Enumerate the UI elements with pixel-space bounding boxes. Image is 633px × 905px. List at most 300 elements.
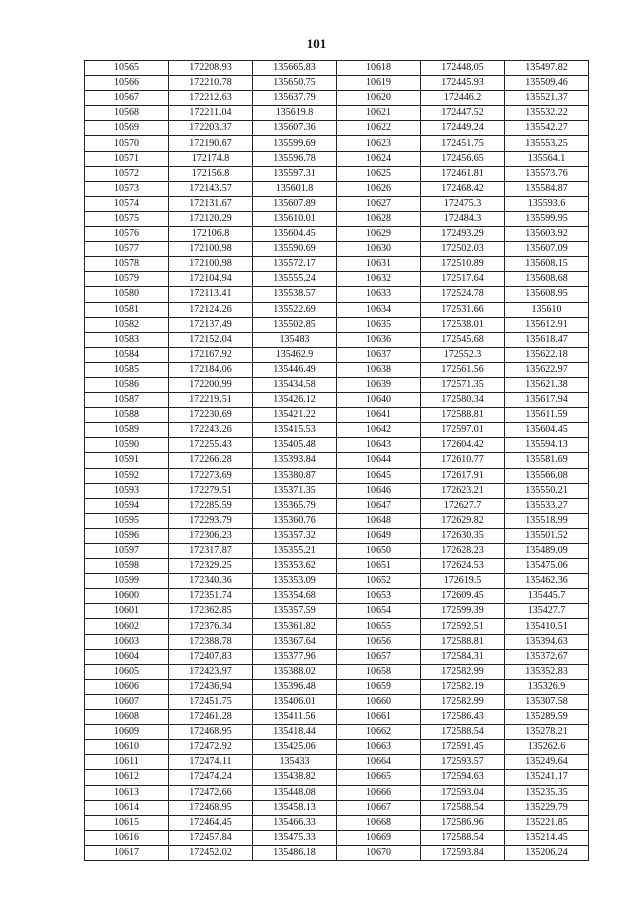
left-point-number-cell: 10576 xyxy=(85,227,169,242)
left-y-coordinate-cell: 135604.45 xyxy=(253,227,337,242)
left-x-coordinate-cell: 172184.06 xyxy=(169,362,253,377)
right-y-coordinate-cell: 135573.76 xyxy=(505,166,589,181)
right-x-coordinate-cell: 172588.54 xyxy=(421,800,505,815)
left-point-number-cell: 10587 xyxy=(85,393,169,408)
right-y-coordinate-cell: 135497.82 xyxy=(505,61,589,76)
right-x-coordinate-cell: 172531.66 xyxy=(421,302,505,317)
table-row xyxy=(85,589,589,604)
right-point-number-cell: 10649 xyxy=(337,528,421,543)
right-x-coordinate-cell: 172445.93 xyxy=(421,76,505,91)
left-y-coordinate-cell: 135572.17 xyxy=(253,257,337,272)
left-point-number-cell: 10570 xyxy=(85,136,169,151)
right-x-coordinate-cell: 172588.54 xyxy=(421,830,505,845)
left-y-coordinate-cell: 135421.22 xyxy=(253,408,337,423)
right-point-number-cell: 10667 xyxy=(337,800,421,815)
right-y-coordinate-cell: 135249.64 xyxy=(505,755,589,770)
right-point-number-cell: 10654 xyxy=(337,604,421,619)
left-y-coordinate-cell: 135415.53 xyxy=(253,423,337,438)
left-x-coordinate-cell: 172351.74 xyxy=(169,589,253,604)
table-row xyxy=(85,679,589,694)
table-row xyxy=(85,151,589,166)
coordinates-table xyxy=(84,60,589,861)
right-x-coordinate-cell: 172582.99 xyxy=(421,664,505,679)
left-point-number-cell: 10613 xyxy=(85,785,169,800)
right-point-number-cell: 10652 xyxy=(337,574,421,589)
left-point-number-cell: 10565 xyxy=(85,61,169,76)
right-y-coordinate-cell: 135352.83 xyxy=(505,664,589,679)
table-row xyxy=(85,332,589,347)
left-point-number-cell: 10614 xyxy=(85,800,169,815)
left-point-number-cell: 10595 xyxy=(85,513,169,528)
table-row xyxy=(85,91,589,106)
right-point-number-cell: 10628 xyxy=(337,211,421,226)
right-point-number-cell: 10648 xyxy=(337,513,421,528)
left-y-coordinate-cell: 135601.8 xyxy=(253,181,337,196)
left-y-coordinate-cell: 135599.69 xyxy=(253,136,337,151)
right-y-coordinate-cell: 135608.15 xyxy=(505,257,589,272)
left-x-coordinate-cell: 172329.25 xyxy=(169,559,253,574)
left-point-number-cell: 10600 xyxy=(85,589,169,604)
left-y-coordinate-cell: 135607.89 xyxy=(253,196,337,211)
table-row xyxy=(85,710,589,725)
left-point-number-cell: 10585 xyxy=(85,362,169,377)
table-row xyxy=(85,393,589,408)
right-point-number-cell: 10657 xyxy=(337,649,421,664)
left-y-coordinate-cell: 135411.56 xyxy=(253,710,337,725)
right-point-number-cell: 10665 xyxy=(337,770,421,785)
right-y-coordinate-cell: 135607.09 xyxy=(505,242,589,257)
table-row xyxy=(85,755,589,770)
right-x-coordinate-cell: 172468.42 xyxy=(421,181,505,196)
table-row xyxy=(85,830,589,845)
right-y-coordinate-cell: 135307.58 xyxy=(505,694,589,709)
right-x-coordinate-cell: 172449.24 xyxy=(421,121,505,136)
left-point-number-cell: 10594 xyxy=(85,498,169,513)
right-point-number-cell: 10644 xyxy=(337,453,421,468)
right-y-coordinate-cell: 135594.13 xyxy=(505,438,589,453)
left-y-coordinate-cell: 135475.33 xyxy=(253,830,337,845)
left-x-coordinate-cell: 172156.8 xyxy=(169,166,253,181)
left-y-coordinate-cell: 135597.31 xyxy=(253,166,337,181)
right-point-number-cell: 10631 xyxy=(337,257,421,272)
right-point-number-cell: 10638 xyxy=(337,362,421,377)
left-y-coordinate-cell: 135607.36 xyxy=(253,121,337,136)
right-x-coordinate-cell: 172571.35 xyxy=(421,377,505,392)
right-point-number-cell: 10645 xyxy=(337,468,421,483)
left-y-coordinate-cell: 135466.33 xyxy=(253,815,337,830)
left-y-coordinate-cell: 135418.44 xyxy=(253,725,337,740)
table-row xyxy=(85,815,589,830)
left-y-coordinate-cell: 135426.12 xyxy=(253,393,337,408)
left-point-number-cell: 10569 xyxy=(85,121,169,136)
right-y-coordinate-cell: 135618.47 xyxy=(505,332,589,347)
left-point-number-cell: 10609 xyxy=(85,725,169,740)
table-row xyxy=(85,740,589,755)
right-point-number-cell: 10640 xyxy=(337,393,421,408)
left-x-coordinate-cell: 172174.8 xyxy=(169,151,253,166)
table-row xyxy=(85,166,589,181)
left-point-number-cell: 10606 xyxy=(85,679,169,694)
left-y-coordinate-cell: 135425.06 xyxy=(253,740,337,755)
right-x-coordinate-cell: 172630.35 xyxy=(421,528,505,543)
table-row xyxy=(85,317,589,332)
right-x-coordinate-cell: 172627.7 xyxy=(421,498,505,513)
right-point-number-cell: 10658 xyxy=(337,664,421,679)
table-row xyxy=(85,800,589,815)
right-point-number-cell: 10639 xyxy=(337,377,421,392)
left-y-coordinate-cell: 135522.69 xyxy=(253,302,337,317)
left-x-coordinate-cell: 172451.75 xyxy=(169,694,253,709)
right-point-number-cell: 10655 xyxy=(337,619,421,634)
right-x-coordinate-cell: 172593.57 xyxy=(421,755,505,770)
right-point-number-cell: 10669 xyxy=(337,830,421,845)
left-y-coordinate-cell: 135360.76 xyxy=(253,513,337,528)
left-y-coordinate-cell: 135619.8 xyxy=(253,106,337,121)
right-point-number-cell: 10632 xyxy=(337,272,421,287)
right-x-coordinate-cell: 172586.96 xyxy=(421,815,505,830)
right-x-coordinate-cell: 172609.45 xyxy=(421,589,505,604)
left-point-number-cell: 10608 xyxy=(85,710,169,725)
left-x-coordinate-cell: 172461.28 xyxy=(169,710,253,725)
left-x-coordinate-cell: 172472.92 xyxy=(169,740,253,755)
left-point-number-cell: 10590 xyxy=(85,438,169,453)
left-y-coordinate-cell: 135458.13 xyxy=(253,800,337,815)
table-row xyxy=(85,694,589,709)
left-point-number-cell: 10573 xyxy=(85,181,169,196)
left-point-number-cell: 10601 xyxy=(85,604,169,619)
left-point-number-cell: 10597 xyxy=(85,544,169,559)
left-x-coordinate-cell: 172210.78 xyxy=(169,76,253,91)
right-y-coordinate-cell: 135518.99 xyxy=(505,513,589,528)
right-point-number-cell: 10642 xyxy=(337,423,421,438)
right-point-number-cell: 10647 xyxy=(337,498,421,513)
left-x-coordinate-cell: 172212.63 xyxy=(169,91,253,106)
left-point-number-cell: 10574 xyxy=(85,196,169,211)
right-y-coordinate-cell: 135581.69 xyxy=(505,453,589,468)
table-row xyxy=(85,770,589,785)
right-x-coordinate-cell: 172582.99 xyxy=(421,694,505,709)
table-row xyxy=(85,377,589,392)
right-point-number-cell: 10666 xyxy=(337,785,421,800)
table-row xyxy=(85,438,589,453)
left-y-coordinate-cell: 135354.68 xyxy=(253,589,337,604)
right-x-coordinate-cell: 172502.03 xyxy=(421,242,505,257)
left-x-coordinate-cell: 172279.51 xyxy=(169,483,253,498)
right-point-number-cell: 10641 xyxy=(337,408,421,423)
left-y-coordinate-cell: 135538.57 xyxy=(253,287,337,302)
left-x-coordinate-cell: 172137.49 xyxy=(169,317,253,332)
left-y-coordinate-cell: 135483 xyxy=(253,332,337,347)
left-point-number-cell: 10578 xyxy=(85,257,169,272)
right-point-number-cell: 10636 xyxy=(337,332,421,347)
coordinates-table-body xyxy=(85,61,589,861)
left-y-coordinate-cell: 135448.08 xyxy=(253,785,337,800)
right-y-coordinate-cell: 135622.97 xyxy=(505,362,589,377)
left-x-coordinate-cell: 172113.41 xyxy=(169,287,253,302)
left-y-coordinate-cell: 135406.01 xyxy=(253,694,337,709)
left-x-coordinate-cell: 172219.51 xyxy=(169,393,253,408)
left-y-coordinate-cell: 135380.87 xyxy=(253,468,337,483)
left-x-coordinate-cell: 172266.28 xyxy=(169,453,253,468)
left-x-coordinate-cell: 172388.78 xyxy=(169,634,253,649)
left-x-coordinate-cell: 172285.59 xyxy=(169,498,253,513)
right-point-number-cell: 10663 xyxy=(337,740,421,755)
left-y-coordinate-cell: 135357.59 xyxy=(253,604,337,619)
table-row xyxy=(85,136,589,151)
right-y-coordinate-cell: 135617.94 xyxy=(505,393,589,408)
right-y-coordinate-cell: 135611.59 xyxy=(505,408,589,423)
left-x-coordinate-cell: 172436.94 xyxy=(169,679,253,694)
left-point-number-cell: 10615 xyxy=(85,815,169,830)
left-y-coordinate-cell: 135446.49 xyxy=(253,362,337,377)
right-y-coordinate-cell: 135608.95 xyxy=(505,287,589,302)
right-y-coordinate-cell: 135533.27 xyxy=(505,498,589,513)
table-row xyxy=(85,287,589,302)
right-x-coordinate-cell: 172624.53 xyxy=(421,559,505,574)
right-y-coordinate-cell: 135410.51 xyxy=(505,619,589,634)
left-y-coordinate-cell: 135610.01 xyxy=(253,211,337,226)
left-point-number-cell: 10582 xyxy=(85,317,169,332)
left-x-coordinate-cell: 172423.97 xyxy=(169,664,253,679)
left-y-coordinate-cell: 135393.84 xyxy=(253,453,337,468)
right-x-coordinate-cell: 172599.39 xyxy=(421,604,505,619)
right-y-coordinate-cell: 135604.45 xyxy=(505,423,589,438)
left-point-number-cell: 10567 xyxy=(85,91,169,106)
right-x-coordinate-cell: 172584.31 xyxy=(421,649,505,664)
left-x-coordinate-cell: 172200.99 xyxy=(169,377,253,392)
right-y-coordinate-cell: 135542.27 xyxy=(505,121,589,136)
left-y-coordinate-cell: 135353.62 xyxy=(253,559,337,574)
right-y-coordinate-cell: 135221.85 xyxy=(505,815,589,830)
table-row xyxy=(85,302,589,317)
left-point-number-cell: 10599 xyxy=(85,574,169,589)
left-x-coordinate-cell: 172468.95 xyxy=(169,725,253,740)
right-y-coordinate-cell: 135584.87 xyxy=(505,181,589,196)
left-x-coordinate-cell: 172208.93 xyxy=(169,61,253,76)
right-point-number-cell: 10626 xyxy=(337,181,421,196)
left-y-coordinate-cell: 135438.82 xyxy=(253,770,337,785)
left-point-number-cell: 10580 xyxy=(85,287,169,302)
left-point-number-cell: 10605 xyxy=(85,664,169,679)
left-y-coordinate-cell: 135405.48 xyxy=(253,438,337,453)
left-y-coordinate-cell: 135388.02 xyxy=(253,664,337,679)
left-point-number-cell: 10581 xyxy=(85,302,169,317)
right-point-number-cell: 10624 xyxy=(337,151,421,166)
right-point-number-cell: 10661 xyxy=(337,710,421,725)
left-point-number-cell: 10571 xyxy=(85,151,169,166)
left-x-coordinate-cell: 172474.11 xyxy=(169,755,253,770)
left-x-coordinate-cell: 172472.66 xyxy=(169,785,253,800)
right-y-coordinate-cell: 135532.22 xyxy=(505,106,589,121)
right-point-number-cell: 10633 xyxy=(337,287,421,302)
left-point-number-cell: 10592 xyxy=(85,468,169,483)
right-x-coordinate-cell: 172588.81 xyxy=(421,408,505,423)
left-x-coordinate-cell: 172100.98 xyxy=(169,257,253,272)
right-x-coordinate-cell: 172628.23 xyxy=(421,544,505,559)
left-x-coordinate-cell: 172203.37 xyxy=(169,121,253,136)
left-x-coordinate-cell: 172211.04 xyxy=(169,106,253,121)
right-x-coordinate-cell: 172594.63 xyxy=(421,770,505,785)
left-y-coordinate-cell: 135353.09 xyxy=(253,574,337,589)
right-y-coordinate-cell: 135564.1 xyxy=(505,151,589,166)
left-x-coordinate-cell: 172376.34 xyxy=(169,619,253,634)
right-point-number-cell: 10618 xyxy=(337,61,421,76)
table-row xyxy=(85,106,589,121)
left-point-number-cell: 10584 xyxy=(85,347,169,362)
left-y-coordinate-cell: 135596.78 xyxy=(253,151,337,166)
left-point-number-cell: 10586 xyxy=(85,377,169,392)
left-point-number-cell: 10566 xyxy=(85,76,169,91)
right-y-coordinate-cell: 135214.45 xyxy=(505,830,589,845)
table-row xyxy=(85,634,589,649)
table-row xyxy=(85,528,589,543)
left-x-coordinate-cell: 172474.24 xyxy=(169,770,253,785)
left-point-number-cell: 10612 xyxy=(85,770,169,785)
right-x-coordinate-cell: 172538.01 xyxy=(421,317,505,332)
left-y-coordinate-cell: 135377.96 xyxy=(253,649,337,664)
table-row xyxy=(85,242,589,257)
table-row xyxy=(85,211,589,226)
table-row xyxy=(85,845,589,860)
table-row xyxy=(85,76,589,91)
right-y-coordinate-cell: 135553.25 xyxy=(505,136,589,151)
table-row xyxy=(85,181,589,196)
right-x-coordinate-cell: 172517.64 xyxy=(421,272,505,287)
table-row xyxy=(85,498,589,513)
right-x-coordinate-cell: 172586.43 xyxy=(421,710,505,725)
right-x-coordinate-cell: 172588.81 xyxy=(421,634,505,649)
table-row xyxy=(85,604,589,619)
table-row xyxy=(85,121,589,136)
table-row xyxy=(85,61,589,76)
left-x-coordinate-cell: 172100.98 xyxy=(169,242,253,257)
right-y-coordinate-cell: 135241.17 xyxy=(505,770,589,785)
table-row xyxy=(85,257,589,272)
right-x-coordinate-cell: 172461.81 xyxy=(421,166,505,181)
right-y-coordinate-cell: 135372.67 xyxy=(505,649,589,664)
right-y-coordinate-cell: 135610 xyxy=(505,302,589,317)
left-y-coordinate-cell: 135371.35 xyxy=(253,483,337,498)
right-y-coordinate-cell: 135262.6 xyxy=(505,740,589,755)
table-row xyxy=(85,408,589,423)
left-point-number-cell: 10593 xyxy=(85,483,169,498)
right-point-number-cell: 10629 xyxy=(337,227,421,242)
right-x-coordinate-cell: 172610.77 xyxy=(421,453,505,468)
right-point-number-cell: 10627 xyxy=(337,196,421,211)
table-row xyxy=(85,196,589,211)
table-row xyxy=(85,423,589,438)
left-y-coordinate-cell: 135590.69 xyxy=(253,242,337,257)
right-y-coordinate-cell: 135621.38 xyxy=(505,377,589,392)
left-x-coordinate-cell: 172106.8 xyxy=(169,227,253,242)
left-x-coordinate-cell: 172190.67 xyxy=(169,136,253,151)
right-y-coordinate-cell: 135289.59 xyxy=(505,710,589,725)
right-y-coordinate-cell: 135229.79 xyxy=(505,800,589,815)
right-point-number-cell: 10659 xyxy=(337,679,421,694)
left-point-number-cell: 10602 xyxy=(85,619,169,634)
right-point-number-cell: 10656 xyxy=(337,634,421,649)
right-point-number-cell: 10651 xyxy=(337,559,421,574)
left-point-number-cell: 10604 xyxy=(85,649,169,664)
right-x-coordinate-cell: 172623.21 xyxy=(421,483,505,498)
right-x-coordinate-cell: 172629.82 xyxy=(421,513,505,528)
left-y-coordinate-cell: 135357.32 xyxy=(253,528,337,543)
right-y-coordinate-cell: 135206.24 xyxy=(505,845,589,860)
right-point-number-cell: 10620 xyxy=(337,91,421,106)
right-y-coordinate-cell: 135608.68 xyxy=(505,272,589,287)
right-x-coordinate-cell: 172447.52 xyxy=(421,106,505,121)
left-x-coordinate-cell: 172152.04 xyxy=(169,332,253,347)
page-number: 101 xyxy=(306,36,327,51)
table-row xyxy=(85,272,589,287)
table-row xyxy=(85,227,589,242)
left-x-coordinate-cell: 172124.26 xyxy=(169,302,253,317)
table-row xyxy=(85,574,589,589)
right-x-coordinate-cell: 172448.05 xyxy=(421,61,505,76)
right-y-coordinate-cell: 135278.21 xyxy=(505,725,589,740)
left-y-coordinate-cell: 135396.48 xyxy=(253,679,337,694)
left-point-number-cell: 10575 xyxy=(85,211,169,226)
left-point-number-cell: 10579 xyxy=(85,272,169,287)
left-point-number-cell: 10596 xyxy=(85,528,169,543)
left-point-number-cell: 10577 xyxy=(85,242,169,257)
right-x-coordinate-cell: 172484.3 xyxy=(421,211,505,226)
right-y-coordinate-cell: 135521.37 xyxy=(505,91,589,106)
left-y-coordinate-cell: 135650.75 xyxy=(253,76,337,91)
right-x-coordinate-cell: 172451.75 xyxy=(421,136,505,151)
left-y-coordinate-cell: 135462.9 xyxy=(253,347,337,362)
left-y-coordinate-cell: 135637.79 xyxy=(253,91,337,106)
right-x-coordinate-cell: 172446.2 xyxy=(421,91,505,106)
right-point-number-cell: 10630 xyxy=(337,242,421,257)
left-point-number-cell: 10591 xyxy=(85,453,169,468)
right-y-coordinate-cell: 135622.18 xyxy=(505,347,589,362)
left-y-coordinate-cell: 135361.82 xyxy=(253,619,337,634)
left-x-coordinate-cell: 172468.95 xyxy=(169,800,253,815)
left-point-number-cell: 10617 xyxy=(85,845,169,860)
table-row xyxy=(85,544,589,559)
left-x-coordinate-cell: 172340.36 xyxy=(169,574,253,589)
right-x-coordinate-cell: 172580.34 xyxy=(421,393,505,408)
left-y-coordinate-cell: 135502.85 xyxy=(253,317,337,332)
right-y-coordinate-cell: 135509.46 xyxy=(505,76,589,91)
right-y-coordinate-cell: 135603.92 xyxy=(505,227,589,242)
table-row xyxy=(85,559,589,574)
left-y-coordinate-cell: 135355.21 xyxy=(253,544,337,559)
right-point-number-cell: 10643 xyxy=(337,438,421,453)
right-y-coordinate-cell: 135235.35 xyxy=(505,785,589,800)
table-row xyxy=(85,725,589,740)
table-row xyxy=(85,785,589,800)
right-y-coordinate-cell: 135427.7 xyxy=(505,604,589,619)
right-x-coordinate-cell: 172593.84 xyxy=(421,845,505,860)
table-row xyxy=(85,619,589,634)
right-y-coordinate-cell: 135566.08 xyxy=(505,468,589,483)
left-x-coordinate-cell: 172457.84 xyxy=(169,830,253,845)
right-x-coordinate-cell: 172617.91 xyxy=(421,468,505,483)
right-y-coordinate-cell: 135501.52 xyxy=(505,528,589,543)
left-x-coordinate-cell: 172143.57 xyxy=(169,181,253,196)
left-y-coordinate-cell: 135365.79 xyxy=(253,498,337,513)
left-point-number-cell: 10611 xyxy=(85,755,169,770)
table-row xyxy=(85,347,589,362)
right-point-number-cell: 10664 xyxy=(337,755,421,770)
right-point-number-cell: 10621 xyxy=(337,106,421,121)
left-x-coordinate-cell: 172273.69 xyxy=(169,468,253,483)
right-x-coordinate-cell: 172591.45 xyxy=(421,740,505,755)
table-row xyxy=(85,664,589,679)
left-x-coordinate-cell: 172464.45 xyxy=(169,815,253,830)
